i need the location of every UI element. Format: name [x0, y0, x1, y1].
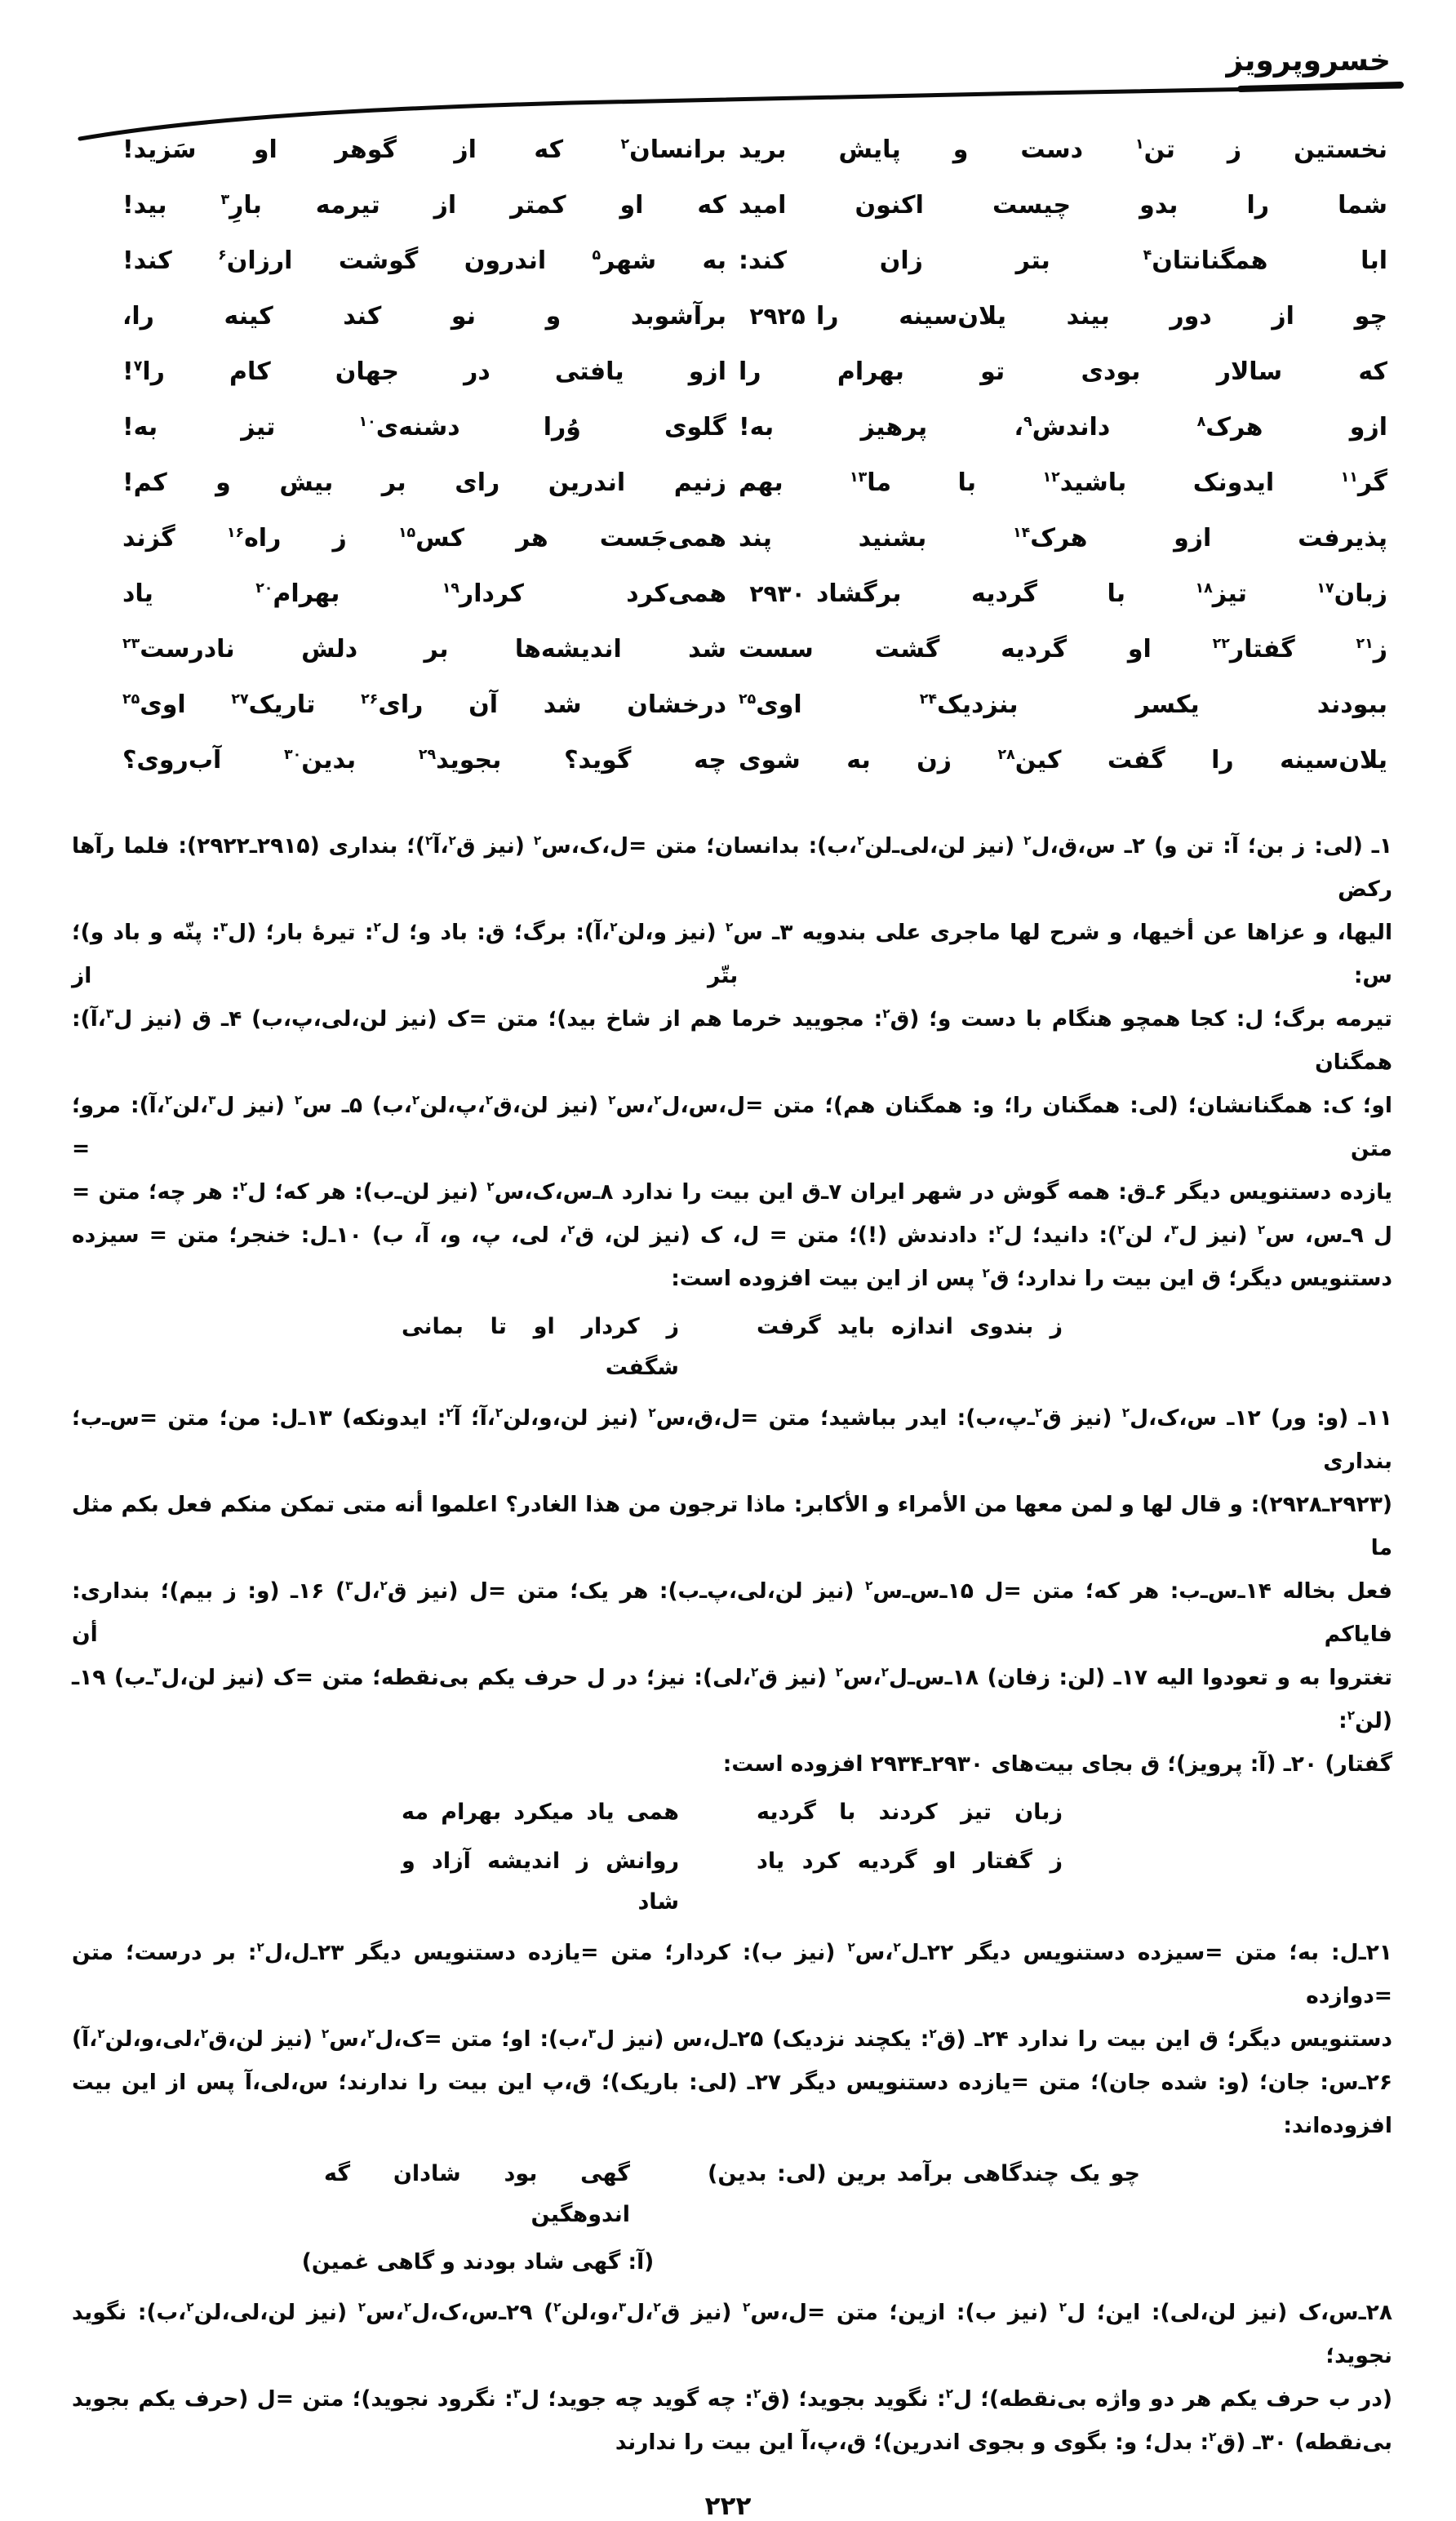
couplet-hemistich-right: چو یک چندگاهی برآمد برین (لی: بدین) — [708, 2161, 1140, 2186]
apparatus-block — [72, 824, 1392, 1300]
footnote-marker: ۳ — [220, 920, 229, 935]
apparatus-line: ۱۱ـ (و: ور) ۱۲ـ س،ک،ل$^۲$ (نیز ق$^۲$‌ـ‌پ،ب): ایدر بباشید؛ متن =ل،ق،س$^۲$ (نیز لن،و،لن$^۲$،آ؛ آ$^۲$: ایدونکه) ۱۳ـ‌ل: من؛ متن =س‌ـ‌ب؛ بنداری — [72, 1405, 1392, 1474]
hemistich-left: ازو یافتی در جهان کام را$^۷$! — [122, 357, 726, 386]
right-hemistich-cell — [739, 178, 1387, 233]
couplet-hemistich-left: ز کردار او تا بمانی شگفت — [402, 1314, 679, 1380]
footnote-marker: ۱۳ — [850, 469, 868, 486]
footnote-marker: ۲ — [239, 1179, 248, 1195]
footnote-marker: ۱۴ — [1012, 525, 1031, 541]
footnote-marker: ۲ — [448, 833, 456, 849]
hemistich-right: زبان$^{۱۷}$ تیز$^{۱۸}$ با گردیه برگشاد — [816, 579, 1387, 608]
footnote-marker: ۳ — [105, 1006, 114, 1022]
apparatus-line: یازده دستنویس دیگر ۶ـ‌ق: همه گوش در شهر ایران ۷ـ‌ق این بیت را ندارد ۸ـ‌س،ک،س$^۲$ (نیز لن‌ـ‌ب): هر که؛ ل$^۲$: هر چه؛ متن = — [72, 1179, 1392, 1205]
verse-row — [122, 289, 1387, 344]
critical-apparatus — [72, 824, 1392, 2464]
footnote-marker: ۲ — [620, 136, 630, 153]
footnote-marker: ۲ — [403, 2300, 412, 2315]
footnote-marker: ۳ — [153, 1665, 162, 1680]
footnote-marker: ۲ — [446, 1405, 454, 1421]
footnote-marker: ۸ — [1196, 414, 1206, 430]
footnote-marker: ۵ — [592, 247, 601, 264]
footnote-marker: ۱۱ — [1340, 469, 1358, 486]
footnote-marker: ۲ — [750, 1665, 759, 1680]
right-hemistich-cell — [739, 511, 1387, 566]
footnote-marker: ۳ — [208, 1093, 216, 1108]
couplet-hemistich-left: گهی بود شادان گه اندوهگین — [324, 2161, 630, 2227]
hemistich-left: زنیم اندرین رای بر بیش و کم! — [122, 468, 726, 497]
right-hemistich-cell — [739, 233, 1387, 289]
verse-row — [122, 400, 1387, 455]
right-hemistich-cell — [739, 400, 1387, 455]
footnote-marker: ۲ — [752, 2386, 761, 2402]
hemistich-right: گر$^{۱۱}$ ایدونک باشید$^{۱۲}$ با ما$^{۱۳}$ بهم — [739, 468, 1387, 497]
verse-row — [122, 344, 1387, 400]
hemistich-right: پذیرفت ازو هرک$^{۱۴}$ بشنید پند — [739, 524, 1387, 553]
apparatus-couplet — [72, 1792, 1392, 1833]
footnote-marker: ۲ — [1117, 1223, 1125, 1238]
right-hemistich-cell — [739, 344, 1387, 400]
footnote-marker: ۲۶ — [361, 691, 379, 708]
footnote-marker: ۲ — [373, 920, 381, 935]
footnote-marker: ۲۵ — [122, 691, 140, 708]
right-hemistich-cell — [739, 566, 1387, 622]
page-footer — [0, 2492, 1456, 2521]
footnote-marker: ۲ — [847, 1940, 855, 1955]
verse-row — [122, 455, 1387, 511]
page-number: ۲۲۲ — [704, 2492, 752, 2521]
footnote-marker: ۱۶ — [226, 525, 245, 541]
footnote-marker: ۲ — [486, 1179, 495, 1195]
right-hemistich-cell — [739, 733, 1387, 788]
footnote-marker: ۳ — [345, 1578, 353, 1594]
hemistich-right: که سالار بودی تو بهرام را — [739, 357, 1387, 386]
page-title: خسروپرویز — [1226, 44, 1391, 78]
hemistich-left: درخشان شد آن رای$^{۲۶}$ تاریک$^{۲۷}$ اوی$^{۲۵}$ — [122, 690, 726, 719]
verse-number: ۲۹۳۰ — [749, 580, 806, 607]
footnote-marker: ۲ — [164, 1093, 173, 1108]
footnote-marker: ۲۳ — [122, 636, 140, 652]
footnote-marker: ۲ — [725, 920, 734, 935]
apparatus-line: گفتار) ۲۰ـ (آ: پرویز)؛ ق بجای بیت‌های ۲۹۳۰ـ۲۹۳۴ افزوده است: — [722, 1751, 1392, 1777]
footnote-marker: ۲ — [610, 920, 618, 935]
header-rule — [0, 49, 1456, 155]
hemistich-right: چو از دور بیند یلان‌سینه را — [816, 302, 1387, 331]
footnote-marker: ۳ — [588, 2026, 597, 2042]
couplet-hemistich-left: روانش ز اندیشه آزاد و شاد — [402, 1849, 679, 1915]
footnote-marker: ۱۵ — [397, 525, 416, 541]
apparatus-couplet — [72, 1841, 1392, 1923]
apparatus-line: ۲۶ـ‌س: جان؛ (و: شده جان)؛ متن =یازده دستنویس دیگر ۲۷ـ (لی: باریک)؛ ق،پ این بیت را ندارند؛ س،لی،آ پس از این بیت افزوده‌اند: — [72, 2070, 1392, 2138]
apparatus-line: تیرمه برگ؛ ل: کجا همچو هنگام با دست و؛ (ق$^۲$: مجویید خرما هم از شاخ بید)؛ متن =ک (نیز لن،لی،پ،ب) ۴ـ ق (نیز ل$^۳$،آ): همگنان — [72, 1006, 1392, 1075]
footnote-marker: ۲ — [1023, 833, 1032, 849]
apparatus-line: ۱ـ (لی: ز بن؛ آ: تن و) ۲ـ س،ق،ل$^۲$ (نیز لن،لی‌ـ‌لن$^۲$،ب): بدانسان؛ متن =ل،ک،س$^۲$ (نیز ق$^۲$،آ$^۲$)؛ بنداری (۲۹۱۵ـ۲۹۲۲): فلما رآها رکض — [72, 833, 1393, 902]
hemistich-left: به شهر$^۵$ اندرون گوشت ارزان$^۶$ کند! — [122, 246, 726, 275]
verse-row — [122, 622, 1387, 677]
couplet-variant-note: (آ: گهی شاد بودند و گاهی غمین) — [301, 2249, 655, 2275]
apparatus-line: (در ب حرف یکم هر دو واژه بی‌نقطه)؛ ل$^۲$: نگوید بجوید؛ (ق$^۲$: چه گوید چه جوید؛ ل$^۳$: نگرود نجوید)؛ متن =ل (حرف یکم بجوید — [72, 2386, 1392, 2412]
poem-columns — [122, 122, 1387, 788]
right-hemistich-cell — [739, 622, 1387, 677]
footnote-marker: ۲ — [380, 1578, 388, 1594]
couplet-hemistich-right: ز بندوی اندازه باید گرفت — [757, 1314, 1063, 1339]
couplet-left-column — [301, 2154, 655, 2283]
footnote-marker: ۲ — [881, 1665, 889, 1680]
footnote-marker: ۲ — [485, 1093, 494, 1108]
footnote-marker: ۲ — [929, 2026, 937, 2042]
footnote-marker: ۲۵ — [739, 691, 757, 708]
footnote-marker: ۲۱ — [1356, 636, 1374, 652]
footnote-marker: ۲۰ — [255, 580, 273, 597]
verse-row — [122, 178, 1387, 233]
footnote-marker: ۲ — [321, 2026, 330, 2042]
apparatus-line: تغتروا به و تعودوا الیه ۱۷ـ (لن: زفان) ۱۸ـ‌س‌ـ‌ل$^۲$،س$^۲$ (نیز ق$^۲$،لی): نیز؛ در ل حرف یکم بی‌نقطه؛ متن =ک (نیز لن،ل$^۳$‌ـ‌ب) ۱۹ـ (لن$^۲$: — [72, 1665, 1392, 1733]
verse-row — [122, 733, 1387, 788]
footnote-marker: ۲ — [200, 2026, 209, 2042]
hemistich-right: ازو هرک$^۸$ داندش$^۹$، پرهیز به! — [739, 413, 1387, 442]
footnote-marker: ۲ — [1121, 1405, 1130, 1421]
footnote-marker: ۹ — [1023, 414, 1032, 430]
verse-row — [122, 677, 1387, 733]
hemistich-left: همی‌کرد کردار$^{۱۹}$ بهرام$^{۲۰}$ یاد — [122, 579, 726, 608]
couplet-hemistich-right: ز گفتار او گردیه کرد یاد — [757, 1849, 1063, 1874]
footnote-marker: ۲ — [495, 1405, 504, 1421]
verse-row — [122, 511, 1387, 566]
apparatus-line: بی‌نقطه) ۳۰ـ (ق$^۲$: بدل؛ و: بگوی و بجوی اندرین)؛ ق،پ،آ این بیت را ندارند — [615, 2430, 1392, 2455]
hemistich-left: گلوی وُرا دشنه‌ی$^{۱۰}$ تیز به! — [122, 413, 727, 442]
footnote-marker: ۱۸ — [1195, 580, 1213, 597]
apparatus-line: ل ۹ـ‌س، س$^۲$ (نیز ل$^۳$، لن$^۲$): دانید؛ ل$^۲$: دادندش (!)؛ متن = ل، ک (نیز لن، ق$^۲$، لی، پ، و، آ، ب) ۱۰ـ‌ل: خنجر؛ متن = سیزده — [72, 1223, 1392, 1248]
footnote-marker: ۲۲ — [1212, 636, 1230, 652]
apparatus-line: دستنویس دیگر؛ ق این بیت را ندارد؛ ق$^۲$ پس از این بیت افزوده است: — [671, 1266, 1392, 1291]
footnote-marker: ۲ — [882, 1006, 890, 1022]
hemistich-right: ابا همگنانتان$^۴$ بتر زان کند: — [739, 246, 1387, 275]
right-hemistich-cell — [739, 455, 1387, 511]
footnote-marker: ۳۰ — [284, 747, 302, 763]
apparatus-line: دستنویس دیگر؛ ق این بیت را ندارد ۲۴ـ (ق$^۲$: یکچند نزدیک) ۲۵ـ‌ل،س (نیز ل$^۳$،ب): او؛ متن =ک،ل$^۲$،س$^۲$ (نیز لن،ق$^۲$،لی،و،لن$^۲$،آ) — [72, 2026, 1393, 2052]
footnote-marker: ۲ — [996, 1223, 1004, 1238]
footnote-marker: ۱۷ — [1316, 580, 1334, 597]
footnote-marker: ۲ — [654, 1093, 662, 1108]
footnote-marker: ۲ — [653, 2300, 661, 2315]
apparatus-line: ۲۱ـ‌ل: به؛ متن =سیزده دستنویس دیگر ۲۲ـ‌ل$^۲$،س$^۲$ (نیز ب): کردار؛ متن =یازده دستنویس دیگر ۲۳ـ‌ل،ل$^۲$: بر درست؛ متن =دوازده — [72, 1940, 1392, 2008]
apparatus-line: ۲۸ـ‌س،ک (نیز لن،لی): این؛ ل$^۲$ (نیز ب): ازین؛ متن =ل،س$^۲$ (نیز ق$^۲$،ل$^۳$،و،لن$^۲$) ۲۹ـ‌س،ک،ل$^۲$،س$^۲$ (نیز لن،لی،لن$^۲$،ب): نگوید نجوید؛ — [72, 2300, 1392, 2368]
footnote-marker: ۲۹ — [418, 747, 437, 763]
footnote-marker: ۲ — [1209, 2430, 1217, 2445]
footnote-marker: ۲ — [533, 833, 542, 849]
footnote-marker: ۲ — [945, 2386, 953, 2402]
hemistich-left: برآشوبد و نو کند کینه را، — [122, 302, 726, 331]
hemistich-right: نخستین ز تن$^۱$ دست و پایش برید — [739, 135, 1387, 164]
apparatus-line: الیها، و عزاها عن أخیها، و شرح لها ماجری علی بندویه ۳ـ س$^۲$ (نیز و،لن$^۲$،آ): برگ؛ ق: باد و؛ ل$^۲$: تیرهٔ بار؛ (ل$^۳$: پنّه و باد و)؛ س: بتّر از — [72, 920, 1393, 988]
footnote-marker: ۳ — [1170, 1223, 1179, 1238]
verse-row — [122, 233, 1387, 289]
right-hemistich-cell — [739, 289, 1387, 344]
hemistich-left: برانسان$^۲$ که از گوهر او سَزید! — [122, 135, 726, 164]
footnote-marker: ۲ — [893, 1940, 901, 1955]
footnote-marker: ۲ — [982, 1266, 990, 1281]
footnote-marker: ۲ — [411, 1093, 420, 1108]
footnote-marker: ۴ — [1143, 247, 1152, 264]
footnote-marker: ۲ — [1034, 1405, 1043, 1421]
hemistich-left: شد اندیشه‌ها بر دلش نادرست$^{۲۳}$ — [122, 635, 726, 664]
footnote-marker: ۱۹ — [442, 580, 459, 597]
footnote-marker: ۳ — [220, 192, 230, 208]
hemistich-right: شما را بدو چیست اکنون امید — [739, 191, 1387, 220]
apparatus-block — [72, 1396, 1392, 1786]
footnote-marker: ۲ — [186, 2300, 194, 2315]
footnote-marker: ۲ — [97, 2026, 105, 2042]
footnote-marker: ۲۴ — [919, 691, 938, 708]
verse-row — [122, 566, 1387, 622]
couplet-hemistich-right: زبان تیز کردند با گردیه — [757, 1800, 1063, 1825]
footnote-marker: ۲ — [567, 1223, 575, 1238]
footnote-marker: ۶ — [218, 247, 227, 264]
footnote-marker: ۲ — [835, 1665, 843, 1680]
hemistich-left: که او کمتر از تیرمه بارِ$^۳$ بید! — [122, 191, 727, 220]
hemistich-right: ز$^{۲۱}$ گفتار$^{۲۲}$ او گردیه گشت سست — [739, 635, 1387, 664]
footnote-marker: ۲ — [256, 1940, 264, 1955]
footnote-marker: ۲۷ — [231, 691, 249, 708]
hemistich-left: چه گوید؟ بجوید$^{۲۹}$ بدین$^{۳۰}$ آب‌روی؟ — [122, 746, 726, 774]
footnote-marker: ۲ — [608, 1093, 616, 1108]
footnote-marker: ۲ — [1257, 1223, 1266, 1238]
couplet-hemistich-left: همی یاد میکرد بهرام مه — [402, 1800, 679, 1825]
footnote-marker: ۲ — [856, 833, 865, 849]
footnote-marker: ۲ — [648, 1405, 656, 1421]
footnote-marker: ۲ — [1059, 2300, 1068, 2315]
footnote-marker: ۷ — [133, 358, 143, 375]
footnote-marker: ۱ — [1134, 136, 1144, 153]
apparatus-couplet — [72, 1307, 1392, 1388]
footnote-marker: ۱۰ — [358, 414, 376, 430]
footnote-marker: ۱۲ — [1042, 469, 1060, 486]
footnote-marker: ۲ — [1347, 1708, 1356, 1724]
verse-number: ۲۹۲۵ — [749, 303, 806, 330]
footnote-marker: ۲ — [553, 2300, 562, 2315]
hemistich-left: همی‌جَست هر کس$^{۱۵}$ ز راه$^{۱۶}$ گزند — [122, 524, 726, 553]
apparatus-line: او؛ ک: همگنانشان؛ (لی: همگنان را؛ و: همگنان هم)؛ متن =ل،س،ل$^۲$،س$^۲$ (نیز لن،ق$^۲$،پ،لن$^۲$،ب) ۵ـ س$^۲$ (نیز ل$^۳$،لن$^۲$،آ): مرو؛ متن = — [72, 1093, 1392, 1161]
apparatus-block — [72, 2291, 1392, 2464]
page-header — [0, 0, 1456, 122]
footnote-marker: ۲ — [366, 2026, 375, 2042]
footnote-marker: ۲ — [743, 2300, 751, 2315]
footnote-marker: ۲ — [294, 1093, 303, 1108]
apparatus-couplet — [72, 2154, 1392, 2283]
footnote-marker: ۲ — [357, 2300, 366, 2315]
apparatus-line: (۲۹۲۳ـ۲۹۲۸): و قال لها و لمن معها من الأمراء و الأکابر: ماذا ترجون من هذا الغادر؟ اعلموا أنه متی تمکن منکم فعل بکم مثل ما — [72, 1492, 1392, 1560]
footnote-marker: ۳ — [513, 2386, 522, 2402]
footnote-marker: ۲ — [425, 833, 433, 849]
footnote-marker: ۲۸ — [997, 747, 1015, 763]
apparatus-block — [72, 1931, 1392, 2147]
footnote-marker: ۳ — [618, 2300, 627, 2315]
hemistich-right: ببودند یکسر بنزدیک$^{۲۴}$ اوی$^{۲۵}$ — [739, 690, 1387, 719]
footnote-marker: ۲ — [864, 1578, 873, 1594]
hemistich-right: یلان‌سینه را گفت کین$^{۲۸}$ زن به شوی — [739, 746, 1387, 774]
right-hemistich-cell — [739, 677, 1387, 733]
apparatus-line: فعل بخاله ۱۴ـ‌س‌ـ‌ب: هر که؛ متن =ل ۱۵ـ‌س‌ـ‌س$^۲$ (نیز لن،لی،پ‌ـ‌ب): هر یک؛ متن =ل (نیز ق$^۲$،ل$^۳$) ۱۶ـ (و: ز بیم)؛ بنداری: فایاکم أن — [72, 1578, 1392, 1647]
